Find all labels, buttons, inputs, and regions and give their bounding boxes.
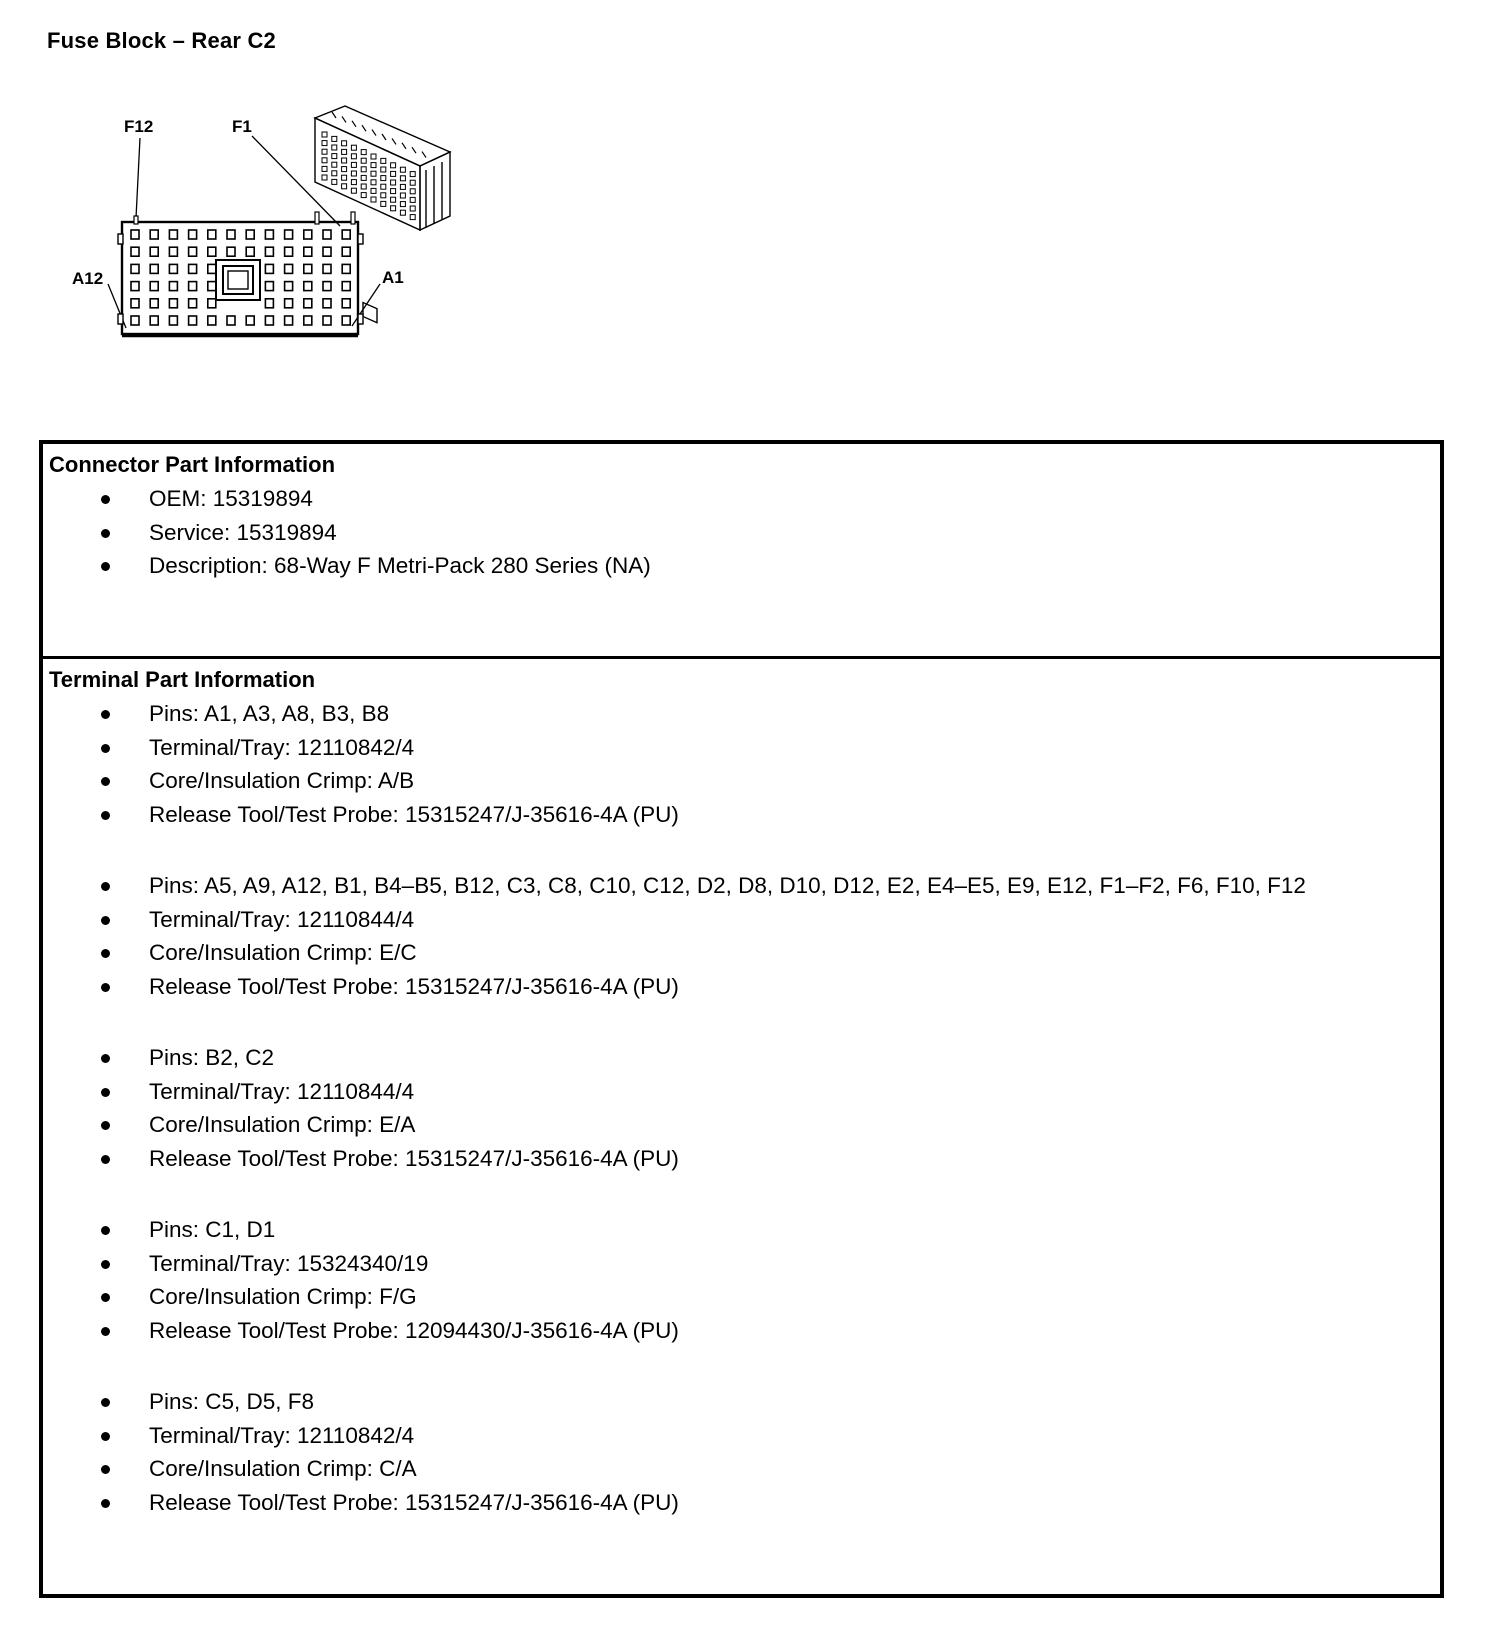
connector-isometric-view — [315, 106, 450, 323]
iso-pin-cavity — [400, 176, 405, 181]
iso-pin-cavity — [391, 197, 396, 202]
iso-latch-tick — [402, 143, 406, 149]
crimp-item: Core/Insulation Crimp: E/C — [43, 936, 1440, 970]
iso-latch-tick — [372, 130, 376, 136]
pin-cavity — [342, 316, 350, 325]
pin-cavity — [208, 264, 216, 273]
iso-pin-cavity — [361, 150, 366, 155]
iso-latch-tick — [342, 116, 346, 122]
pin-cavity — [246, 316, 254, 325]
pin-cavity — [131, 299, 139, 308]
pin-cavity — [265, 264, 273, 273]
iso-latch-tick — [392, 138, 396, 144]
iso-latch-tick — [352, 121, 356, 127]
pin-cavity — [227, 247, 235, 256]
iso-pin-cavity — [391, 180, 396, 185]
iso-pin-cavity — [322, 166, 327, 171]
pin-cavity — [131, 282, 139, 291]
iso-pin-cavity — [381, 167, 386, 172]
pin-cavity — [169, 316, 177, 325]
iso-pin-cavity — [371, 188, 376, 193]
iso-pin-cavity — [322, 141, 327, 146]
iso-pin-cavity — [322, 132, 327, 137]
crimp-item: Core/Insulation Crimp: A/B — [43, 764, 1440, 798]
pin-cavity — [246, 230, 254, 239]
pin-cavity — [342, 264, 350, 273]
iso-pin-cavity — [351, 171, 356, 176]
terminal-tray-item: Terminal/Tray: 15324340/19 — [43, 1247, 1440, 1281]
pin-cavity — [131, 247, 139, 256]
iso-pin-cavity — [342, 149, 347, 154]
pins-item: Pins: A1, A3, A8, B3, B8 — [43, 697, 1440, 731]
iso-pin-cavity — [400, 193, 405, 198]
pin-cavity — [189, 282, 197, 291]
pin-cavity — [150, 316, 158, 325]
pin-cavity — [304, 264, 312, 273]
group-spacer — [43, 831, 1440, 869]
iso-pin-cavity — [391, 206, 396, 211]
iso-pin-cavity — [361, 167, 366, 172]
iso-latch-tick — [362, 125, 366, 131]
pin-cavity — [342, 247, 350, 256]
iso-pin-cavity — [391, 171, 396, 176]
connector-section-heading: Connector Part Information — [49, 452, 336, 477]
iso-pin-cavity — [371, 163, 376, 168]
iso-pin-cavity — [342, 184, 347, 189]
iso-pin-cavity — [351, 145, 356, 150]
iso-pin-cavity — [342, 175, 347, 180]
pin-cavity — [208, 230, 216, 239]
iso-pin-cavity — [400, 202, 405, 207]
iso-pin-cavity — [391, 189, 396, 194]
terminal-group-3 — [43, 1041, 1440, 1175]
pin-cavity — [150, 264, 158, 273]
pin-cavity — [342, 230, 350, 239]
page-title: Fuse Block – Rear C2 — [47, 28, 276, 53]
connector-service-item: Service: 15319894 — [43, 516, 1440, 550]
iso-pin-cavity — [332, 162, 337, 167]
pin-cavity — [304, 282, 312, 291]
pin-cavity — [342, 299, 350, 308]
pin-cavity — [169, 230, 177, 239]
iso-latch-tick — [412, 147, 416, 153]
pin-cavity — [150, 247, 158, 256]
iso-pin-cavity — [361, 184, 366, 189]
release-tool-item: Release Tool/Test Probe: 15315247/J-35616-4A (PU) — [43, 1142, 1440, 1176]
iso-pin-cavity — [410, 206, 415, 211]
iso-pin-cavity — [322, 149, 327, 154]
iso-pin-cavity — [342, 167, 347, 172]
pin-cavity — [304, 230, 312, 239]
iso-pin-cavity — [410, 189, 415, 194]
pin-cavity — [169, 282, 177, 291]
pin-cavity — [131, 230, 139, 239]
pin-cavity — [189, 299, 197, 308]
iso-pin-cavity — [332, 179, 337, 184]
pin-cavity — [150, 282, 158, 291]
callout-label-f12: F12 — [124, 117, 154, 136]
iso-pin-cavity — [381, 176, 386, 181]
iso-pin-cavity — [410, 197, 415, 202]
iso-pin-cavity — [342, 141, 347, 146]
pin-cavity — [265, 230, 273, 239]
iso-pin-cavity — [371, 154, 376, 159]
iso-pin-cavity — [371, 197, 376, 202]
crimp-item: Core/Insulation Crimp: C/A — [43, 1452, 1440, 1486]
callout-label-a1: A1 — [382, 268, 404, 287]
iso-pin-cavity — [342, 158, 347, 163]
iso-pin-cavity — [371, 180, 376, 185]
pin-cavity — [208, 247, 216, 256]
iso-pin-cavity — [332, 145, 337, 150]
iso-pin-cavity — [410, 172, 415, 177]
pin-cavity — [323, 247, 331, 256]
pins-item: Pins: B2, C2 — [43, 1041, 1440, 1075]
iso-pin-cavity — [400, 210, 405, 215]
pin-cavity — [265, 247, 273, 256]
pin-cavity — [208, 282, 216, 291]
iso-pin-cavity — [351, 154, 356, 159]
terminal-group-5 — [43, 1385, 1440, 1519]
pin-cavity — [323, 264, 331, 273]
pin-cavity — [323, 316, 331, 325]
terminal-section-heading: Terminal Part Information — [49, 667, 316, 692]
pin-cavity — [342, 282, 350, 291]
terminal-tray-item: Terminal/Tray: 12110842/4 — [43, 731, 1440, 765]
terminal-tray-item: Terminal/Tray: 12110842/4 — [43, 1419, 1440, 1453]
terminal-group-4 — [43, 1213, 1440, 1347]
pin-cavity — [265, 299, 273, 308]
part-info-table — [39, 440, 1444, 1598]
iso-pin-cavity — [381, 184, 386, 189]
pins-item: Pins: C5, D5, F8 — [43, 1385, 1440, 1419]
iso-pin-cavity — [410, 180, 415, 185]
pin-cavity — [131, 264, 139, 273]
iso-pin-cavity — [332, 171, 337, 176]
pins-item: Pins: A5, A9, A12, B1, B4–B5, B12, C3, C8, C10, C12, D2, D8, D10, D12, E2, E4–E5, E9, E12, F1–F2, F6, F10, F12 — [43, 869, 1440, 903]
pin-cavity — [304, 299, 312, 308]
iso-pin-cavity — [371, 171, 376, 176]
pin-cavity — [265, 282, 273, 291]
pin-cavity — [285, 299, 293, 308]
iso-pin-cavity — [361, 158, 366, 163]
iso-pin-cavity — [391, 163, 396, 168]
pin-cavity — [246, 247, 254, 256]
connector-info-list — [43, 482, 1440, 583]
iso-latch-tick — [332, 112, 336, 118]
iso-latch-tick — [382, 134, 386, 140]
release-tool-item: Release Tool/Test Probe: 15315247/J-35616-4A (PU) — [43, 1486, 1440, 1520]
pin-cavity — [285, 316, 293, 325]
terminal-group-1 — [43, 697, 1440, 831]
iso-pin-cavity — [332, 136, 337, 141]
pin-cavity — [227, 316, 235, 325]
pin-cavity — [189, 247, 197, 256]
connector-oem-item: OEM: 15319894 — [43, 482, 1440, 516]
pin-cavity — [227, 230, 235, 239]
iso-pin-cavity — [381, 158, 386, 163]
pins-item: Pins: C1, D1 — [43, 1213, 1440, 1247]
pin-cavity — [150, 230, 158, 239]
iso-latch-tick — [422, 152, 426, 158]
iso-pin-cavity — [381, 193, 386, 198]
crimp-item: Core/Insulation Crimp: E/A — [43, 1108, 1440, 1142]
connector-part-section — [43, 444, 1440, 659]
pin-cavity — [208, 316, 216, 325]
iso-pin-cavity — [361, 193, 366, 198]
iso-pin-cavity — [332, 154, 337, 159]
group-spacer — [43, 1175, 1440, 1213]
terminal-tray-item: Terminal/Tray: 12110844/4 — [43, 903, 1440, 937]
terminal-part-section — [43, 659, 1440, 1594]
pin-cavity — [304, 247, 312, 256]
pin-cavity — [323, 282, 331, 291]
pin-cavity — [189, 316, 197, 325]
pin-cavity — [169, 299, 177, 308]
pin-cavity — [285, 247, 293, 256]
pin-cavity — [169, 247, 177, 256]
callout-label-f1: F1 — [232, 117, 252, 136]
pin-cavity — [208, 299, 216, 308]
callout-label-a12: A12 — [72, 269, 104, 288]
iso-pin-cavity — [361, 175, 366, 180]
iso-pin-cavity — [400, 167, 405, 172]
group-spacer — [43, 1347, 1440, 1385]
pin-cavity — [285, 282, 293, 291]
release-tool-item: Release Tool/Test Probe: 12094430/J-35616-4A (PU) — [43, 1314, 1440, 1348]
release-tool-item: Release Tool/Test Probe: 15315247/J-35616-4A (PU) — [43, 970, 1440, 1004]
terminal-group-2 — [43, 869, 1440, 1003]
pin-cavity — [189, 230, 197, 239]
iso-pin-cavity — [322, 158, 327, 163]
iso-pin-cavity — [400, 184, 405, 189]
crimp-item: Core/Insulation Crimp: F/G — [43, 1280, 1440, 1314]
iso-pin-cavity — [410, 215, 415, 220]
iso-pin-cavity — [351, 180, 356, 185]
group-spacer — [43, 1003, 1440, 1041]
terminal-tray-item: Terminal/Tray: 12110844/4 — [43, 1075, 1440, 1109]
iso-pin-cavity — [381, 201, 386, 206]
connector-face — [118, 212, 363, 336]
connector-description-item: Description: 68-Way F Metri-Pack 280 Series (NA) — [43, 549, 1440, 583]
pin-cavity — [323, 299, 331, 308]
release-tool-item: Release Tool/Test Probe: 15315247/J-35616-4A (PU) — [43, 798, 1440, 832]
iso-pin-cavity — [351, 162, 356, 167]
pin-cavity — [304, 316, 312, 325]
pin-cavity — [285, 264, 293, 273]
iso-pin-cavity — [351, 188, 356, 193]
iso-pin-cavity — [322, 175, 327, 180]
pin-cavity — [131, 316, 139, 325]
pin-cavity — [189, 264, 197, 273]
connector-diagram — [70, 100, 490, 370]
pin-cavity — [323, 230, 331, 239]
pin-cavity — [169, 264, 177, 273]
pin-cavity — [265, 316, 273, 325]
pin-cavity — [285, 230, 293, 239]
pin-cavity — [150, 299, 158, 308]
